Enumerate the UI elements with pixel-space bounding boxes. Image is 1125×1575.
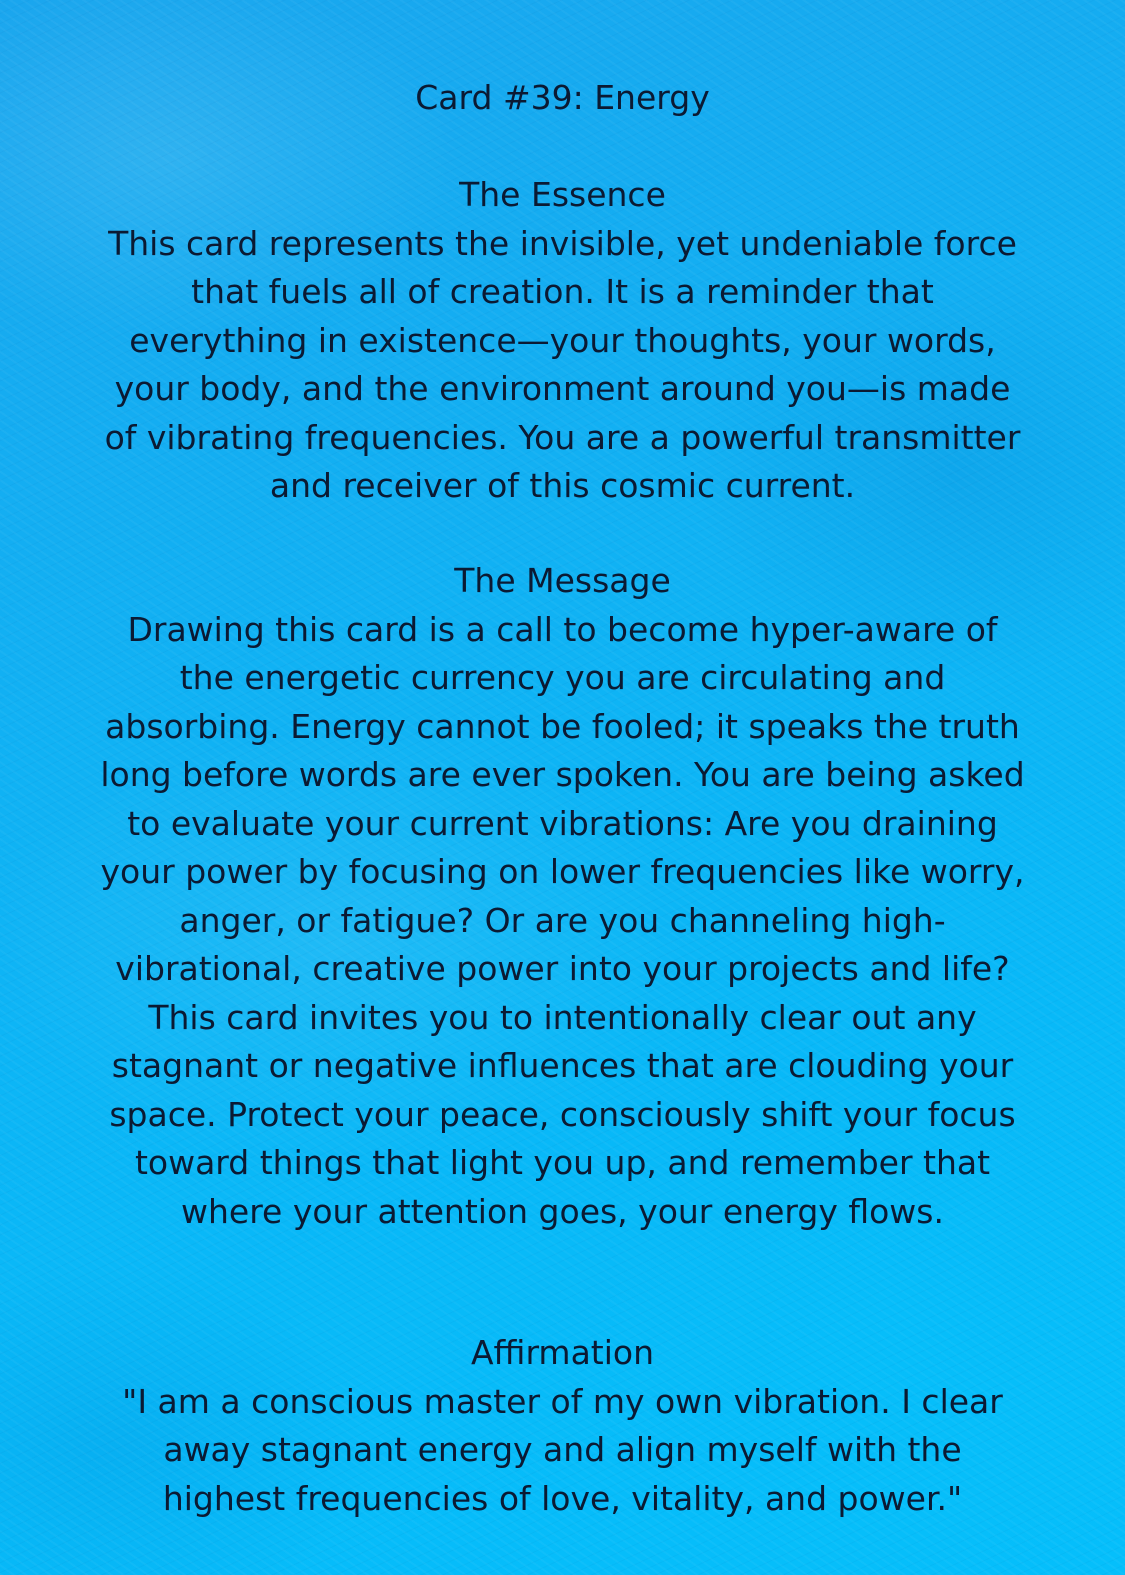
essence-body: This card represents the invisible, yet undeniable force that fuels all of creation. It is a reminder that everything in existence—your thoughts, your words, your body, and the environment around you—is made of vibrating frequencies. You are a powerful transmitter and receiver of this cosmic current. — [104, 223, 1021, 505]
card-title: Card #39: Energy — [415, 78, 710, 117]
message-section — [0, 557, 1125, 1236]
essence-heading: The Essence — [459, 175, 666, 214]
message-body: Drawing this card is a call to become hyper-aware of the energetic currency you are circulating and absorbing. Energy cannot be fooled; it speaks the truth long before words are ever spoken. You are being asked to evaluate your current vibrations: Are you draining your power by focusing on lower frequencies like worry, anger, or fatigue? Or are you channeling high-vibrational, creative power into your projects and life? This card invites you to intentionally clear out any stagnant or negative influences that are clouding your space. Protect your peace, consciously shift your focus toward things that light you up, and remember that where your attention goes, your energy flows. — [100, 609, 1025, 1231]
message-heading: The Message — [454, 561, 671, 600]
affirmation-section — [0, 1329, 1125, 1523]
affirmation-heading: Affirmation — [470, 1333, 655, 1372]
essence-section — [0, 171, 1125, 511]
affirmation-body: "I am a conscious master of my own vibration. I clear away stagnant energy and align myself with the highest frequencies of love, vitality, and power." — [122, 1381, 1003, 1518]
